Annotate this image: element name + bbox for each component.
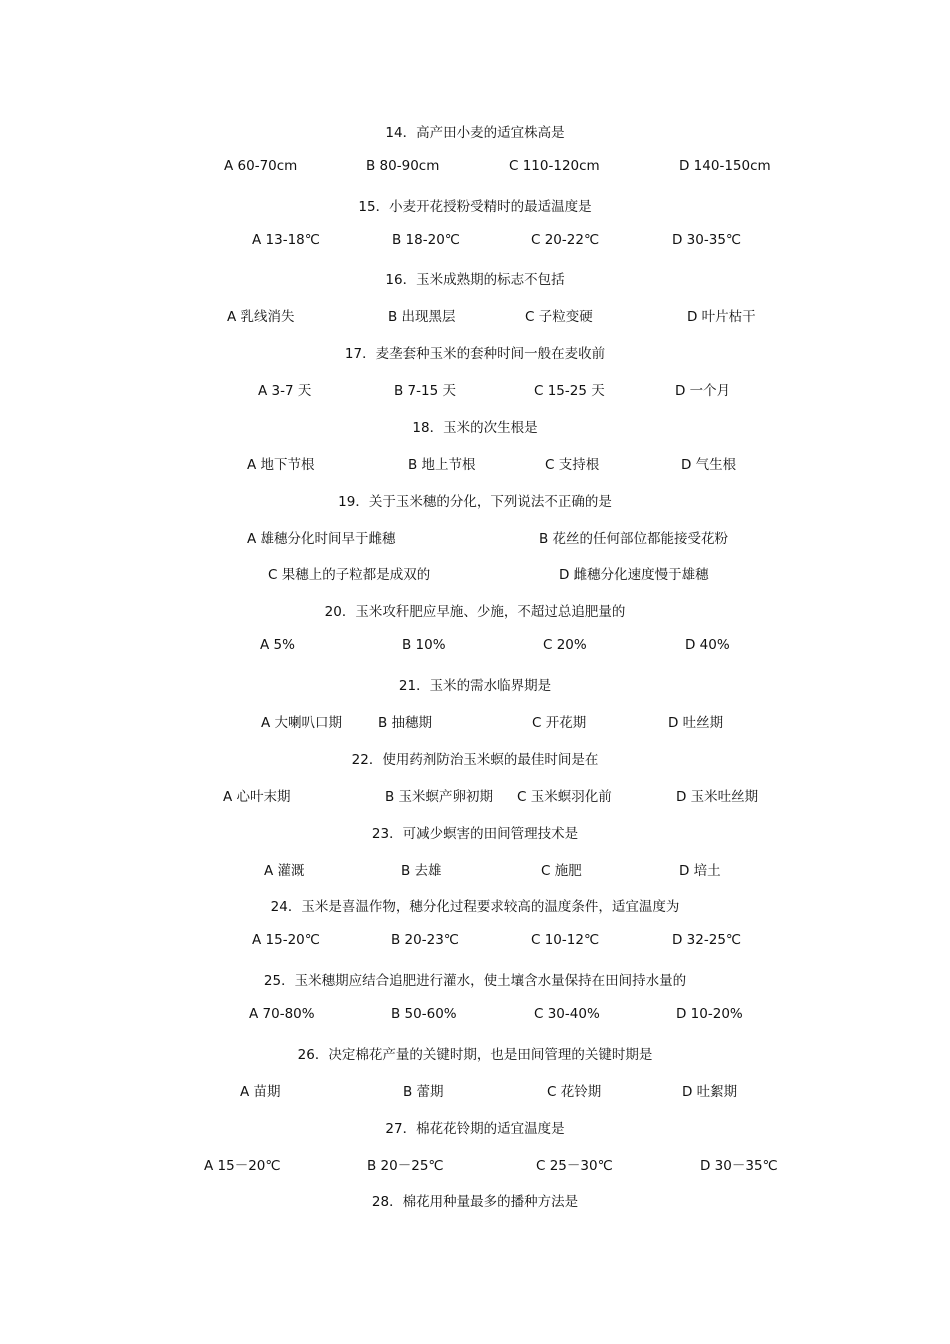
q21-option-c: C 开花期 — [532, 715, 587, 731]
q20-option-a: A 5% — [260, 637, 295, 653]
q22-option-a: A 心叶末期 — [223, 789, 291, 805]
q17-option-d: D 一个月 — [675, 383, 731, 399]
q20-option-b: B 10% — [402, 637, 446, 653]
q24-option-a: A 15-20℃ — [252, 932, 320, 948]
q23-option-d: D 培土 — [679, 863, 721, 879]
q15-option-c: C 20-22℃ — [531, 232, 600, 248]
q21-option-a: A 大喇叭口期 — [261, 715, 343, 731]
question-28: 28．棉花用种量最多的播种方法是 — [371, 1194, 579, 1210]
q27-option-b: B 20－25℃ — [367, 1158, 444, 1174]
q18-option-d: D 气生根 — [681, 457, 737, 473]
question-16: 16．玉米成熟期的标志不包括 — [385, 272, 565, 288]
q15-option-a: A 13-18℃ — [252, 232, 320, 248]
q25-option-b: B 50-60% — [391, 1006, 457, 1022]
question-27: 27．棉花花铃期的适宜温度是 — [385, 1121, 565, 1137]
q14-option-b: B 80-90cm — [366, 158, 440, 174]
q23-option-c: C 施肥 — [541, 863, 582, 879]
question-24: 24．玉米是喜温作物，穗分化过程要求较高的温度条件，适宜温度为 — [270, 899, 680, 915]
q15-option-b: B 18-20℃ — [392, 232, 460, 248]
q21-option-b: B 抽穗期 — [378, 715, 433, 731]
q14-option-c: C 110-120cm — [509, 158, 600, 174]
question-25: 25．玉米穗期应结合追肥进行灌水，使土壤含水量保持在田间持水量的 — [263, 973, 687, 989]
q18-option-a: A 地下节根 — [247, 457, 315, 473]
q25-option-a: A 70-80% — [249, 1006, 315, 1022]
question-15: 15．小麦开花授粉受精时的最适温度是 — [358, 199, 592, 215]
question-18: 18．玉米的次生根是 — [412, 420, 538, 436]
q15-option-d: D 30-35℃ — [672, 232, 742, 248]
q22-option-b: B 玉米螟产卵初期 — [385, 789, 494, 805]
q22-option-d: D 玉米吐丝期 — [676, 789, 759, 805]
q19-option-b: B 花丝的任何部位都能接受花粉 — [539, 531, 729, 547]
q27-option-d: D 30－35℃ — [700, 1158, 778, 1174]
q14-option-a: A 60-70cm — [224, 158, 298, 174]
q16-option-d: D 叶片枯干 — [687, 309, 756, 325]
q19-option-a: A 雄穗分化时间早于雌穗 — [247, 531, 396, 547]
q17-option-b: B 7-15 天 — [394, 383, 456, 399]
q20-option-c: C 20% — [543, 637, 587, 653]
question-21: 21．玉米的需水临界期是 — [398, 678, 552, 694]
q23-option-b: B 去雄 — [401, 863, 442, 879]
q24-option-c: C 10-12℃ — [531, 932, 600, 948]
q14-option-d: D 140-150cm — [679, 158, 771, 174]
question-22: 22．使用药剂防治玉米螟的最佳时间是在 — [351, 752, 599, 768]
question-14: 14．高产田小麦的适宜株高是 — [385, 125, 565, 141]
q27-option-a: A 15－20℃ — [204, 1158, 281, 1174]
q19-option-d: D 雌穗分化速度慢于雄穗 — [559, 567, 709, 583]
q25-option-c: C 30-40% — [534, 1006, 600, 1022]
q16-option-b: B 出现黑层 — [388, 309, 456, 325]
q22-option-c: C 玉米螟羽化前 — [517, 789, 612, 805]
q20-option-d: D 40% — [685, 637, 730, 653]
q25-option-d: D 10-20% — [676, 1006, 743, 1022]
question-23: 23．可减少螟害的田间管理技术是 — [371, 826, 579, 842]
q19-option-c: C 果穗上的子粒都是成双的 — [268, 567, 431, 583]
question-19: 19．关于玉米穗的分化，下列说法不正确的是 — [338, 494, 612, 510]
question-26: 26．决定棉花产量的关键时期，也是田间管理的关键时期是 — [297, 1047, 653, 1063]
q26-option-d: D 吐絮期 — [682, 1084, 738, 1100]
q26-option-a: A 苗期 — [240, 1084, 281, 1100]
q27-option-c: C 25－30℃ — [536, 1158, 613, 1174]
question-20: 20．玉米攻秆肥应早施、少施，不超过总追肥量的 — [324, 604, 626, 620]
q16-option-a: A 乳线消失 — [227, 309, 295, 325]
q18-option-b: B 地上节根 — [408, 457, 476, 473]
q24-option-b: B 20-23℃ — [391, 932, 459, 948]
q16-option-c: C 子粒变硬 — [525, 309, 593, 325]
q21-option-d: D 吐丝期 — [668, 715, 724, 731]
q24-option-d: D 32-25℃ — [672, 932, 742, 948]
q26-option-c: C 花铃期 — [547, 1084, 602, 1100]
q17-option-c: C 15-25 天 — [534, 383, 605, 399]
q26-option-b: B 蕾期 — [403, 1084, 444, 1100]
q17-option-a: A 3-7 天 — [258, 383, 312, 399]
q23-option-a: A 灌溉 — [264, 863, 305, 879]
q18-option-c: C 支持根 — [545, 457, 600, 473]
question-17: 17．麦垄套种玉米的套种时间一般在麦收前 — [344, 346, 606, 362]
